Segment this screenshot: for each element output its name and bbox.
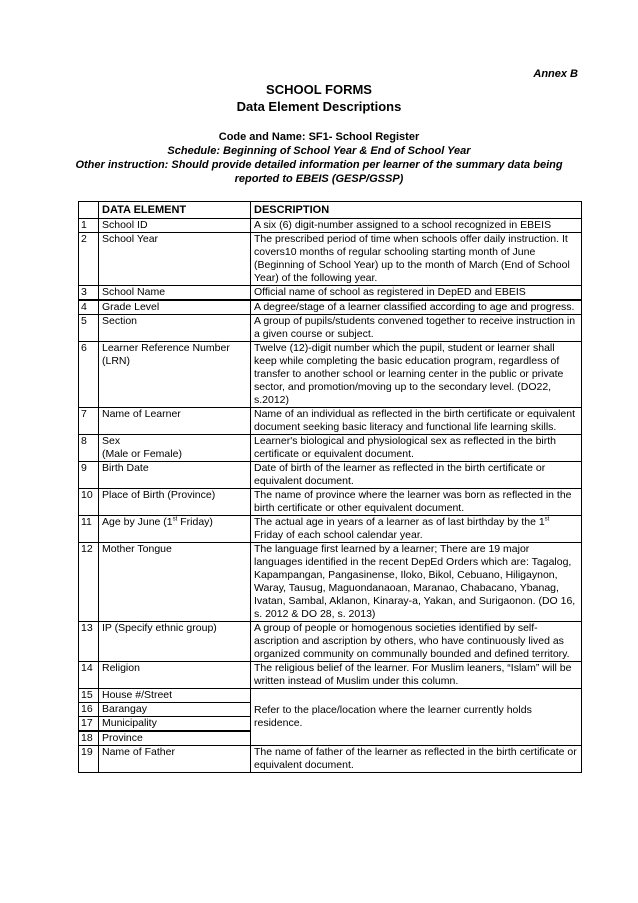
data-element-table [78, 201, 582, 773]
row-description: Twelve (12)-digit number which the pupil, student or learner shall keep while completing the basic education program, regardless of transfer to another school or learning center in the public or private sector, and promotion/moving up to the secondary level. (DO22, s.2012) [251, 342, 582, 408]
row-num: 9 [79, 462, 99, 489]
row-description: The prescribed period of time when schools offer daily instruction. It covers10 months of regular schooling starting month of June (Beginning of School Year) up to the month of March (End of School Year) of the following year. [251, 233, 582, 286]
table-row [79, 315, 582, 342]
row-num: 14 [79, 662, 99, 689]
code-name: Code and Name: SF1- School Register [218, 131, 420, 143]
row-num: 7 [79, 408, 99, 435]
table-row [79, 662, 582, 689]
table-row [79, 300, 582, 315]
element-line-2: (Male or Female) [102, 448, 182, 460]
row-num: 3 [79, 286, 99, 301]
page-subtitle: Data Element Descriptions [236, 99, 402, 114]
table-row [79, 286, 582, 301]
row-description: A group of pupils/students convened together to receive instruction in a given course or subject. [251, 315, 582, 342]
row-num: 6 [79, 342, 99, 408]
header-description: DESCRIPTION [251, 202, 582, 219]
row-element: Province [99, 731, 251, 746]
description-text-end: Friday of each school calendar year. [254, 529, 423, 541]
row-num: 4 [79, 300, 99, 315]
table-row [79, 408, 582, 435]
table-header-row [79, 202, 582, 219]
row-num: 10 [79, 489, 99, 516]
row-num: 1 [79, 219, 99, 233]
table-row [79, 219, 582, 233]
other-instruction: Other instruction: Should provide detailed information per learner of the summary data being reported to EBEIS (GESP/GSSP) [75, 159, 563, 185]
row-element: Name of Father [99, 746, 251, 773]
schedule: Schedule: Beginning of School Year & End of School Year [167, 145, 471, 157]
row-element: Section [99, 315, 251, 342]
row-element: School Year [99, 233, 251, 286]
row-element: School Name [99, 286, 251, 301]
row-num: 15 [79, 689, 99, 703]
row-description [251, 516, 582, 543]
row-description: Date of birth of the learner as reflected in the birth certificate or equivalent document. [251, 462, 582, 489]
row-num: 19 [79, 746, 99, 773]
table-row [79, 342, 582, 408]
row-description: The religious belief of the learner. For Muslim leaners, “Islam” will be written instead of Muslim under this column. [251, 662, 582, 689]
row-element: Barangay [99, 703, 251, 717]
row-description: The name of father of the learner as reflected in the birth certificate or equivalent document. [251, 746, 582, 773]
row-element: Grade Level [99, 300, 251, 315]
table-row [79, 462, 582, 489]
element-text: Age by June (1 [102, 516, 173, 528]
row-num: 8 [79, 435, 99, 462]
row-num: 16 [79, 703, 99, 717]
table-row [79, 435, 582, 462]
table-row [79, 233, 582, 286]
page-title: SCHOOL FORMS [266, 82, 372, 97]
row-element [99, 435, 251, 462]
row-element: Place of Birth (Province) [99, 489, 251, 516]
row-num: 17 [79, 717, 99, 732]
row-element: Religion [99, 662, 251, 689]
row-description: A degree/stage of a learner classified according to age and progress. [251, 300, 582, 315]
row-num: 13 [79, 622, 99, 662]
element-text-end: Friday) [177, 516, 213, 528]
table-row [79, 689, 582, 703]
row-num: 5 [79, 315, 99, 342]
row-element: School ID [99, 219, 251, 233]
row-description: A group of people or homogenous societies identified by self-ascription and ascription by others, who have continuously lived as organized community on communally bounded and defined territory. [251, 622, 582, 662]
row-element: IP (Specify ethnic group) [99, 622, 251, 662]
row-num: 18 [79, 731, 99, 746]
description-text: The actual age in years of a learner as of last birthday by the 1 [254, 516, 545, 528]
row-description: Official name of school as registered in DepED and EBEIS [251, 286, 582, 301]
row-description: The name of province where the learner was born as reflected in the birth certificate or other equivalent document. [251, 489, 582, 516]
ordinal-suffix: st [544, 516, 550, 523]
row-description: Name of an individual as reflected in the birth certificate or equivalent document seeking basic literacy and functional life learning skills. [251, 408, 582, 435]
row-description: A six (6) digit-number assigned to a school recognized in EBEIS [251, 219, 582, 233]
header-element: DATA ELEMENT [99, 202, 251, 219]
row-element: Learner Reference Number (LRN) [99, 342, 251, 408]
row-num: 11 [79, 516, 99, 543]
table-row [79, 489, 582, 516]
row-num: 12 [79, 543, 99, 622]
row-element: House #/Street [99, 689, 251, 703]
row-description: Learner's biological and physiological sex as reflected in the birth certificate or equivalent document. [251, 435, 582, 462]
element-line: Sex [102, 435, 121, 447]
row-element: Birth Date [99, 462, 251, 489]
row-element [99, 516, 251, 543]
row-element: Municipality [99, 717, 251, 732]
row-element: Mother Tongue [99, 543, 251, 622]
table-row [79, 622, 582, 662]
row-element: Name of Learner [99, 408, 251, 435]
row-description: The language first learned by a learner; There are 19 major languages identified in the recent DepEd Orders which are: Tagalog, Kapampangan, Pangasinense, Iloko, Bikol, Cebuano, Hiligaynon, Waray, Tausug, Maguondanaoan, Maranao, Chabacano, Ybanag, Ivatan, Sambal, Aklanon, Kinaray-a, Yakan, and Surigaonon. (DO 16, s. 2012 & DO 28, s. 2013) [251, 543, 582, 622]
row-num: 2 [79, 233, 99, 286]
address-description: Refer to the place/location where the learner currently holds residence. [251, 689, 582, 746]
table-row [79, 516, 582, 543]
table-row [79, 543, 582, 622]
annex-label: Annex B [533, 68, 578, 80]
ordinal-suffix: st [172, 516, 178, 523]
header-num [79, 202, 99, 219]
table-row [79, 746, 582, 773]
